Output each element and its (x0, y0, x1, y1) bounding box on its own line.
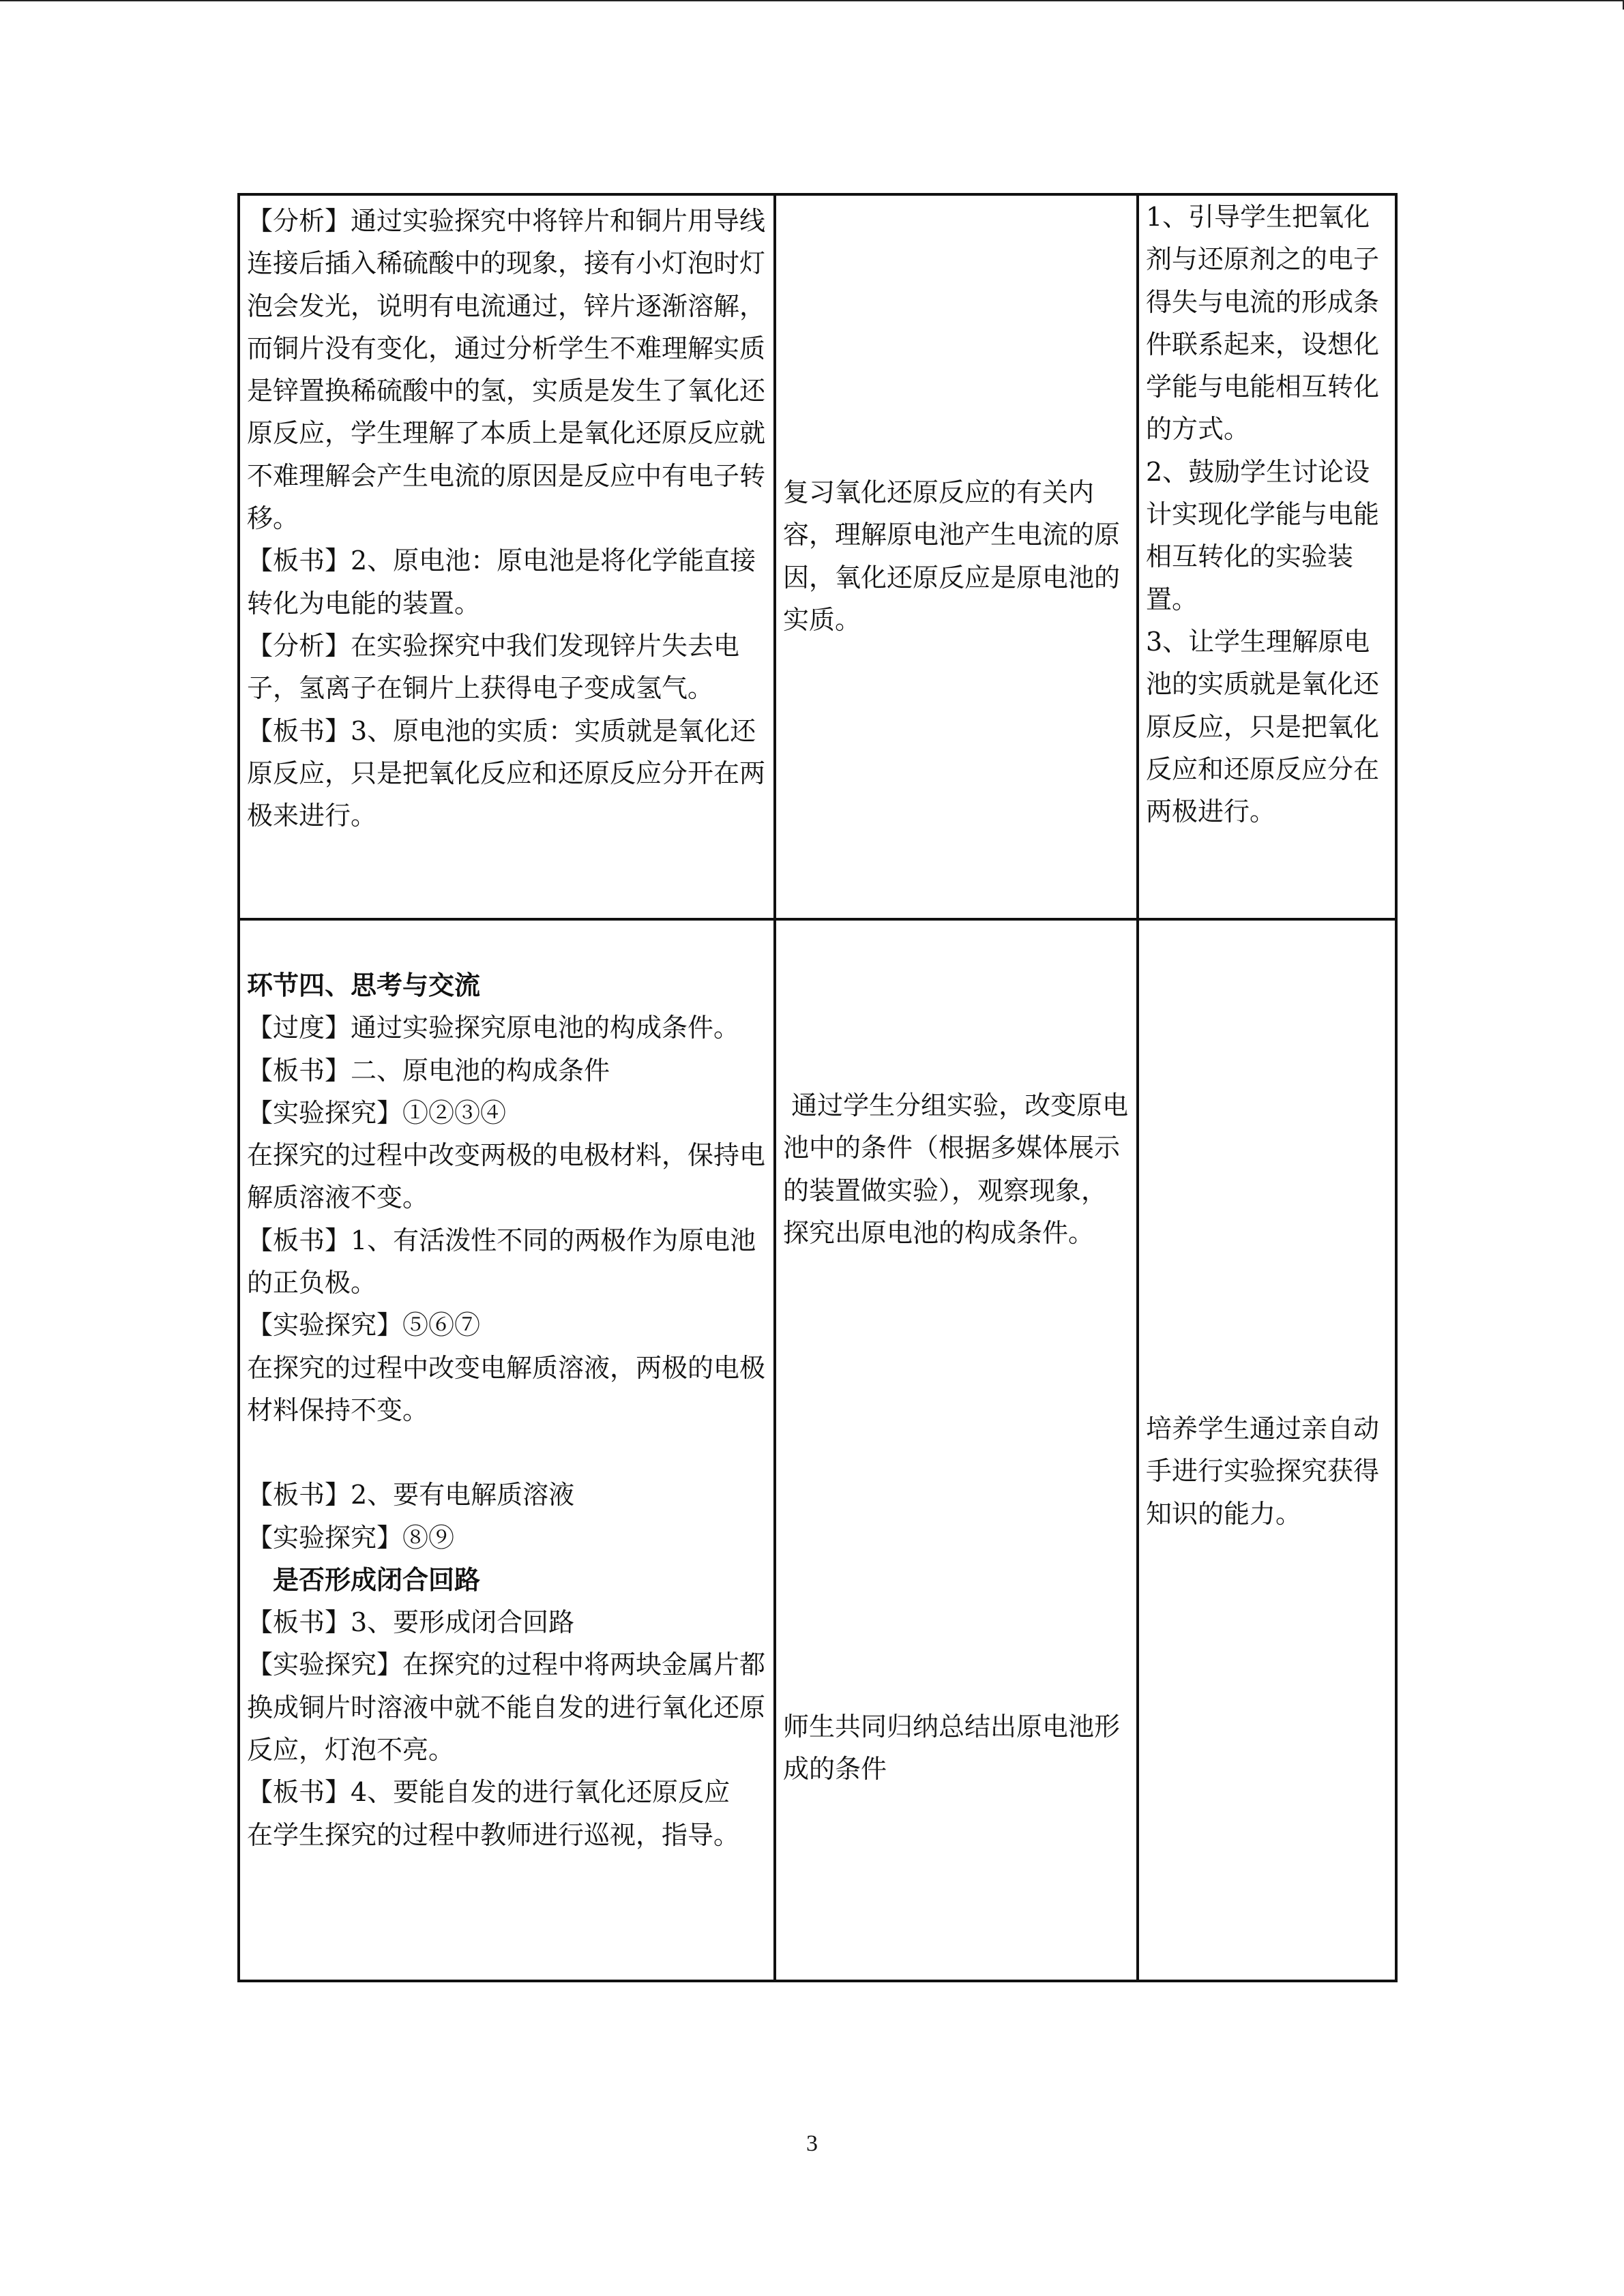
section-heading: 环节四、思考与交流 (247, 970, 481, 1000)
student-activity-cell (775, 194, 1138, 919)
student-activity-cell (775, 919, 1138, 1981)
experiment-label: 【实验探究】⑧⑨ (247, 1522, 455, 1553)
intent-item: 3、让学生理解原电池的实质就是氧化还原反应，只是把氧化反应和还原反应分在两极进行。 (1146, 626, 1380, 827)
design-intent-cell (1138, 194, 1396, 919)
closed-circuit-question: 是否形成闭合回路 (273, 1564, 481, 1595)
text-line: 【过度】通过实验探究原电池的构成条件。 (247, 1013, 740, 1043)
analysis-paragraph: 【分析】通过实验探究中将锌片和铜片用导线连接后插入稀硫酸中的现象，接有小灯泡时灯泡会发光，说明有电流通过，锌片逐渐溶解，而铜片没有变化，通过分析学生不难理解实质是锌置换稀硫酸中的氢，实质是发生了氧化还原反应，学生理解了本质上是氧化还原反应就不难理解会产生电流的原因是反应中有电子转移。 (247, 206, 766, 534)
teacher-activity-cell (239, 919, 775, 1981)
blank-line (247, 1431, 767, 1474)
board-note: 【板书】二、原电池的构成条件 (247, 1055, 610, 1086)
student-activity-text: 复习氧化还原反应的有关内容，理解原电池产生电流的原因，氧化还原反应是原电池的实质。 (783, 477, 1121, 635)
analysis-paragraph: 【分析】在实验探究中我们发现锌片失去电子，氢离子在铜片上获得电子变成氢气。 (247, 630, 740, 704)
text-line: 在探究的过程中改变两极的电极材料，保持电解质溶液不变。 (247, 1140, 766, 1213)
board-note: 【板书】1、有活泼性不同的两极作为原电池的正负极。 (247, 1225, 756, 1298)
experiment-label: 【实验探究】①②③④ (247, 1097, 507, 1128)
board-note: 【板书】2、要有电解质溶液 (247, 1480, 575, 1510)
intent-item: 2、鼓励学生讨论设计实现化学能与电能相互转化的实验装置。 (1146, 456, 1380, 614)
board-note: 【板书】3、原电池的实质：实质就是氧化还原反应，只是把氧化反应和还原反应分开在两极来进行。 (247, 715, 766, 831)
student-activity-summary: 师生共同归纳总结出原电池形成的条件 (783, 1712, 1121, 1785)
intent-text: 培养学生通过亲自动手进行实验探究获得知识的能力。 (1146, 1414, 1380, 1529)
student-activity-text: 通过学生分组实验，改变原电池中的条件（根据多媒体展示的装置做实验），观察现象，探究出原电池的构成条件。 (783, 1090, 1129, 1248)
table-row (239, 194, 1396, 919)
text-line: 在学生探究的过程中教师进行巡视，指导。 (247, 1819, 740, 1850)
table-row (239, 919, 1396, 1981)
experiment-label: 【实验探究】在探究的过程中将两块金属片都换成铜片时溶液中就不能自发的进行氧化还原反应，灯泡不亮。 (247, 1650, 766, 1765)
intent-item: 1、引导学生把氧化剂与还原剂之的电子得失与电流的形成条件联系起来，设想化学能与电能相互转化的方式。 (1146, 202, 1380, 445)
board-note: 【板书】3、要形成闭合回路 (247, 1607, 575, 1638)
top-border-line (0, 0, 1624, 1)
design-intent-cell (1138, 919, 1396, 1981)
experiment-label: 【实验探究】⑤⑥⑦ (247, 1310, 481, 1341)
board-note: 【板书】2、原电池：原电池是将化学能直接转化为电能的装置。 (247, 546, 756, 618)
board-note: 【板书】4、要能自发的进行氧化还原反应 (247, 1777, 730, 1808)
lesson-plan-table (237, 193, 1398, 1982)
page-number: 3 (806, 2131, 818, 2156)
text-line: 在探究的过程中改变电解质溶液，两极的电极材料保持不变。 (247, 1352, 766, 1425)
teacher-activity-cell (239, 194, 775, 919)
